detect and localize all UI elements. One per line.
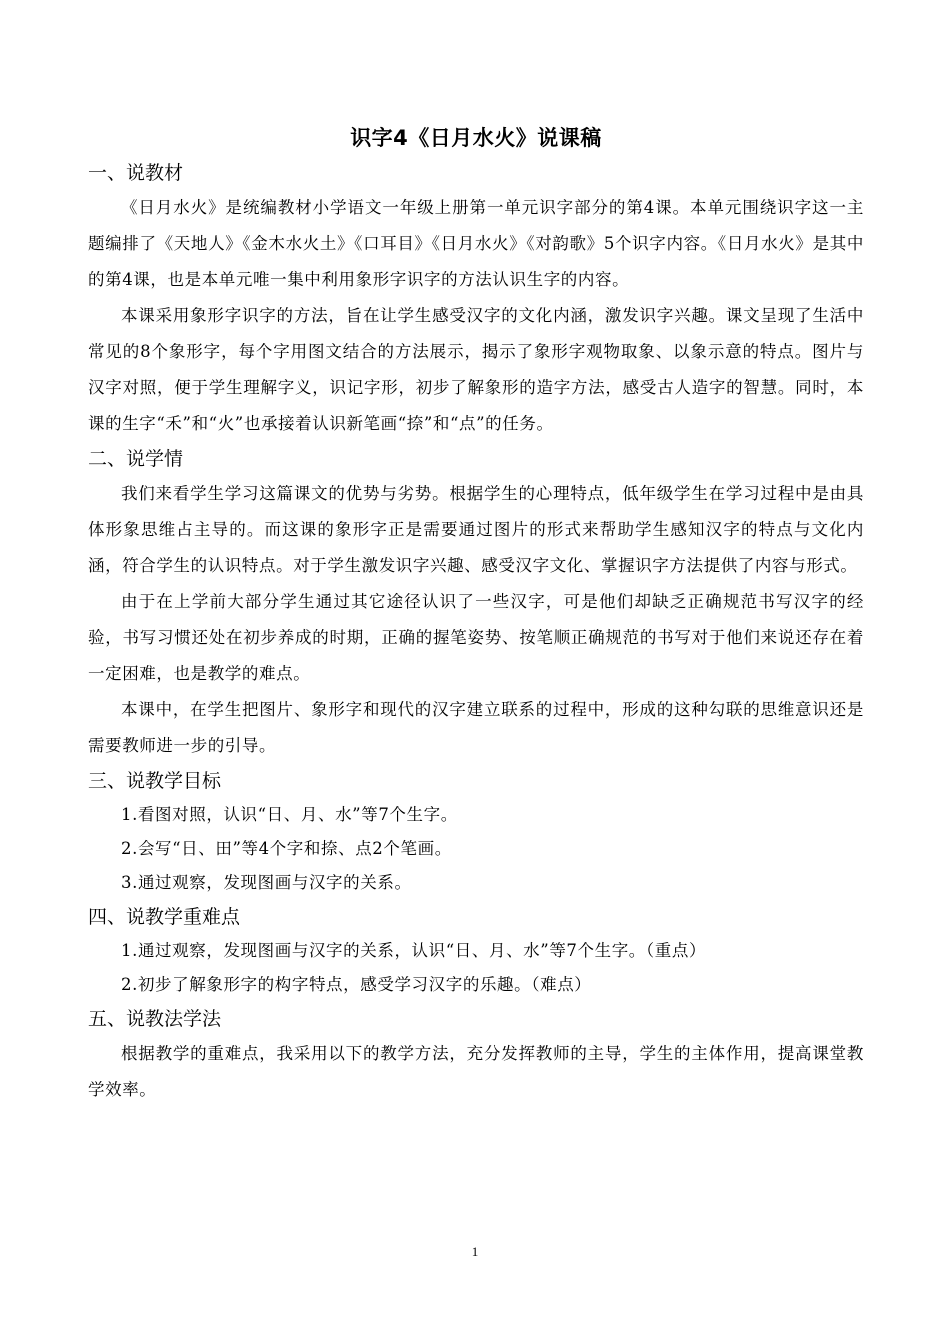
document-body	[88, 120, 864, 1108]
section-teaching-methods	[88, 1002, 864, 1108]
section-textbook	[88, 156, 864, 442]
list-item: 1.看图对照，认识“日、月、水”等7个生字。	[121, 805, 458, 824]
list-item: 3.通过观察，发现图画与汉字的关系。	[121, 873, 412, 892]
paragraph: 根据教学的重难点，我采用以下的教学方法，充分发挥教师的主导，学生的主体作用，提高课堂教学效率。	[88, 1044, 864, 1099]
section-heading: 四、说教学重难点	[88, 906, 241, 928]
document-title: 识字4《日月水火》说课稿	[350, 126, 602, 150]
paragraph: 由于在上学前大部分学生通过其它途径认识了一些汉字，可是他们却缺乏正确规范书写汉字的经验，书写习惯还处在初步养成的时期，正确的握笔姿势、按笔顺正确规范的书写对于他们来说还存在着一定困难，也是教学的难点。	[88, 592, 864, 683]
paragraph: 我们来看学生学习这篇课文的优势与劣势。根据学生的心理特点，低年级学生在学习过程中是由具体形象思维占主导的。而这课的象形字正是需要通过图片的形式来帮助学生感知汉字的特点与文化内涵，符合学生的认识特点。对于学生激发识字兴趣、感受汉字文化、掌握识字方法提供了内容与形式。	[88, 484, 864, 575]
list-item: 2.会写“日、田”等4个字和捺、点2个笔画。	[121, 839, 452, 858]
section-heading: 二、说学情	[88, 448, 184, 470]
section-teaching-goals	[88, 764, 864, 900]
page-number: 1	[471, 1244, 479, 1259]
section-heading: 五、说教法学法	[88, 1008, 222, 1030]
paragraph: 本课采用象形字识字的方法，旨在让学生感受汉字的文化内涵，激发识字兴趣。课文呈现了生活中常见的8个象形字，每个字用图文结合的方法展示，揭示了象形字观物取象、以象示意的特点。图片与汉字对照，便于学生理解字义，识记字形，初步了解象形的造字方法，感受古人造字的智慧。同时，本课的生字“禾”和“火”也承接着认识新笔画“捺”和“点”的任务。	[88, 306, 864, 433]
section-key-difficult-points	[88, 900, 864, 1002]
paragraph: 本课中，在学生把图片、象形字和现代的汉字建立联系的过程中，形成的这种勾联的思维意识还是需要教师进一步的引导。	[88, 700, 864, 755]
section-student-analysis	[88, 442, 864, 764]
section-heading: 一、说教材	[88, 162, 184, 184]
list-item: 1.通过观察，发现图画与汉字的关系，认识“日、月、水”等7个生字。（重点）	[121, 941, 707, 960]
list-item: 2.初步了解象形字的构字特点，感受学习汉字的乐趣。（难点）	[121, 975, 592, 994]
section-heading: 三、说教学目标	[88, 770, 222, 792]
paragraph: 《日月水火》是统编教材小学语文一年级上册第一单元识字部分的第4课。本单元围绕识字这一主题编排了《天地人》《金木水火土》《口耳目》《日月水火》《对韵歌》5个识字内容。《日月水火》是其中的第4课，也是本单元唯一集中利用象形字识字的方法认识生字的内容。	[88, 198, 864, 289]
